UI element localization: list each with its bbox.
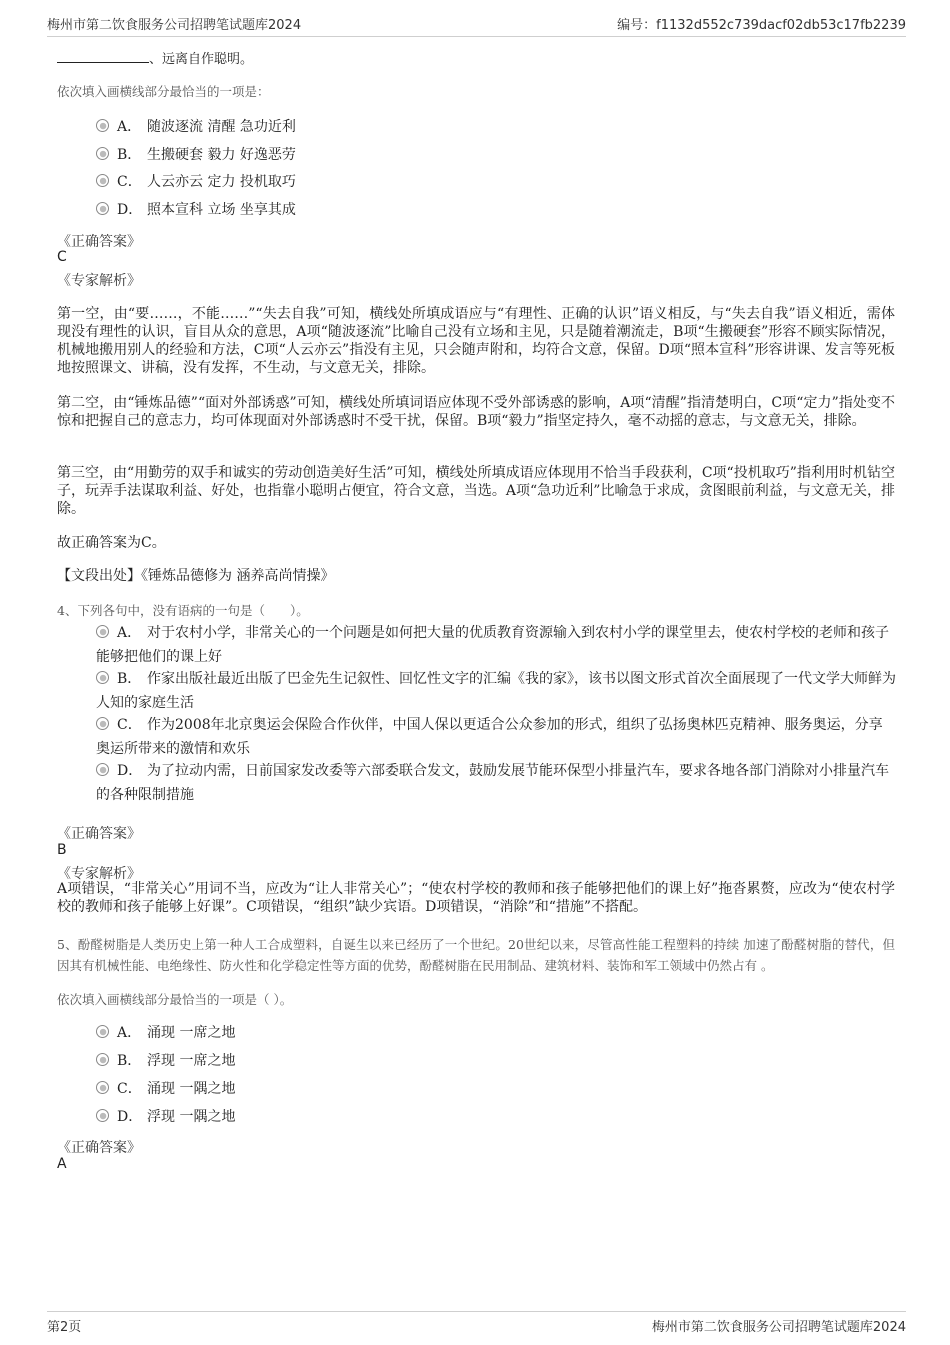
q5-option-b[interactable]: B． 浮现 一席之地 — [96, 1052, 235, 1070]
q4-analysis: A项错误，“非常关心”用词不当，应改为“让人非常关心”；“使农村学校的教师和孩子能够把他们的课上好”拖沓累赘，应改为“使农村学校的教师和孩子能够上好课”。C项错误，“组织”缺少宾语。D项错误，“消除”和“措施”不搭配。 — [57, 881, 895, 915]
q3-analysis-label: 《专家解析》 — [57, 273, 141, 289]
radio-icon[interactable] — [96, 763, 109, 776]
q4-option-c[interactable]: C． 作为2008年北京奥运会保险合作伙伴，中国人保以更适合公众参加的形式，组织了弘扬奥林匹克精神、服务奥运，分享奥运所带来的激情和欢乐 — [96, 717, 883, 757]
q4-analysis-label: 《专家解析》 — [57, 866, 141, 882]
q4-option-b[interactable]: B． 作家出版社最近出版了巴金先生记叙性、回忆性文字的汇编《我的家》，该书以图文形式首次全面展现了一代文学大师鲜为人知的家庭生活 — [96, 671, 896, 711]
radio-icon[interactable] — [96, 625, 109, 638]
q3-answer-label: 《正确答案》 — [57, 234, 141, 250]
q4-stem: 4、下列各句中，没有语病的一句是（ ）。 — [57, 603, 309, 618]
q3-tail-text: 、远离自作聪明。 — [149, 52, 254, 67]
q3-analysis-para-2: 第二空，由“锤炼品德”“面对外部诱惑”可知，横线处所填词语应体现不受外部诱惑的影响，A项“清醒”指清楚明白，C项“定力”指处变不惊和把握自己的意志力，均可体现面对外部诱惑时不受干扰，保留。B项“毅力”指坚定持久，毫不动摇的意志，与文意无关，排除。 — [57, 395, 895, 429]
q3-analysis-para-3: 第三空，由“用勤劳的双手和诚实的劳动创造美好生活”可知，横线处所填成语应体现用不恰当手段获利，C项“投机取巧”指利用时机钻空子，玩弄手法谋取利益、好处，也指靠小聪明占便宜，符合文意，当选。A项“急功近利”比喻急于求成，贪图眼前利益，与文意无关，排除。 — [57, 465, 895, 517]
radio-icon[interactable] — [96, 1053, 109, 1066]
q4-answer-label: 《正确答案》 — [57, 826, 141, 842]
page-footer — [47, 1311, 906, 1338]
q3-option-b[interactable]: B． 生搬硬套 毅力 好逸恶劳 — [96, 146, 296, 164]
footer-title: 梅州市第二饮食服务公司招聘笔试题库2024 — [651, 1320, 906, 1335]
fill-blank — [57, 50, 149, 63]
radio-icon[interactable] — [96, 1025, 109, 1038]
q3-source: 【文段出处】《锤炼品德修为 涵养高尚情操》 — [57, 568, 335, 584]
q5-stem: 5、酚醛树脂是人类历史上第一种人工合成塑料，自诞生以来已经历了一个世纪。20世纪以来，尽管高性能工程塑料的持续 加速了酚醛树脂的替代，但因其有机械性能、电绝缘性、防火性和化学稳定性等方面的优势，酚醛树脂在民用制品、建筑材料、装饰和军工领域中仍然占有 。 — [57, 937, 895, 973]
q3-analysis-conclusion: 故正确答案为C。 — [57, 535, 166, 551]
q5-answer-label: 《正确答案》 — [57, 1140, 141, 1156]
radio-icon[interactable] — [96, 147, 109, 160]
q3-option-a[interactable]: A． 随波逐流 清醒 急功近利 — [96, 118, 296, 136]
q5-option-d[interactable]: D． 浮现 一隅之地 — [96, 1108, 235, 1126]
radio-icon[interactable] — [96, 202, 109, 215]
q5-answer: A — [57, 1156, 67, 1172]
radio-icon[interactable] — [96, 1109, 109, 1122]
q4-answer: B — [57, 842, 67, 858]
radio-icon[interactable] — [96, 717, 109, 730]
q5-option-a[interactable]: A． 涌现 一席之地 — [96, 1024, 235, 1042]
document-id: 编号：f1132d552c739dacf02db53c17fb2239 — [617, 18, 906, 33]
radio-icon[interactable] — [96, 1081, 109, 1094]
q3-option-d[interactable]: D． 照本宣科 立场 坐享其成 — [96, 201, 296, 219]
radio-icon[interactable] — [96, 174, 109, 187]
q3-prompt: 依次填入画横线部分最恰当的一项是： — [57, 84, 270, 99]
q3-analysis-para-1: 第一空，由“要……，不能……”“失去自我”可知，横线处所填成语应与“有理性、正确的认识”语义相反，与“失去自我”语义相近，需体现没有理性的认识，盲目从众的意思，A项“随波逐流”比喻自己没有立场和主见，只是随着潮流走，B项“生搬硬套”形容不顾实际情况，机械地搬用别人的经验和方法，C项“人云亦云”指没有主见，只会随声附和，均符合文意，保留。D项“照本宣科”形容讲课、发言等死板地按照课文、讲稿，没有发挥，不生动，与文意无关，排除。 — [57, 306, 895, 376]
radio-icon[interactable] — [96, 119, 109, 132]
radio-icon[interactable] — [96, 671, 109, 684]
header-title: 梅州市第二饮食服务公司招聘笔试题库2024 — [47, 18, 302, 33]
q4-option-a[interactable]: A． 对于农村小学，非常关心的一个问题是如何把大量的优质教育资源输入到农村小学的课堂里去，使农村学校的老师和孩子能够把他们的课上好 — [96, 625, 889, 665]
q3-stem-tail — [57, 50, 253, 69]
q4-option-d[interactable]: D． 为了拉动内需，日前国家发改委等六部委联合发文，鼓励发展节能环保型小排量汽车，要求各地各部门消除对小排量汽车的各种限制措施 — [96, 763, 889, 803]
q5-prompt: 依次填入画横线部分最恰当的一项是（ ）。 — [57, 992, 293, 1007]
q3-option-c[interactable]: C． 人云亦云 定力 投机取巧 — [96, 173, 296, 191]
q3-answer: C — [57, 249, 67, 265]
page-number: 第2页 — [47, 1320, 82, 1335]
q5-option-c[interactable]: C． 涌现 一隅之地 — [96, 1080, 235, 1098]
page-header — [47, 14, 906, 37]
